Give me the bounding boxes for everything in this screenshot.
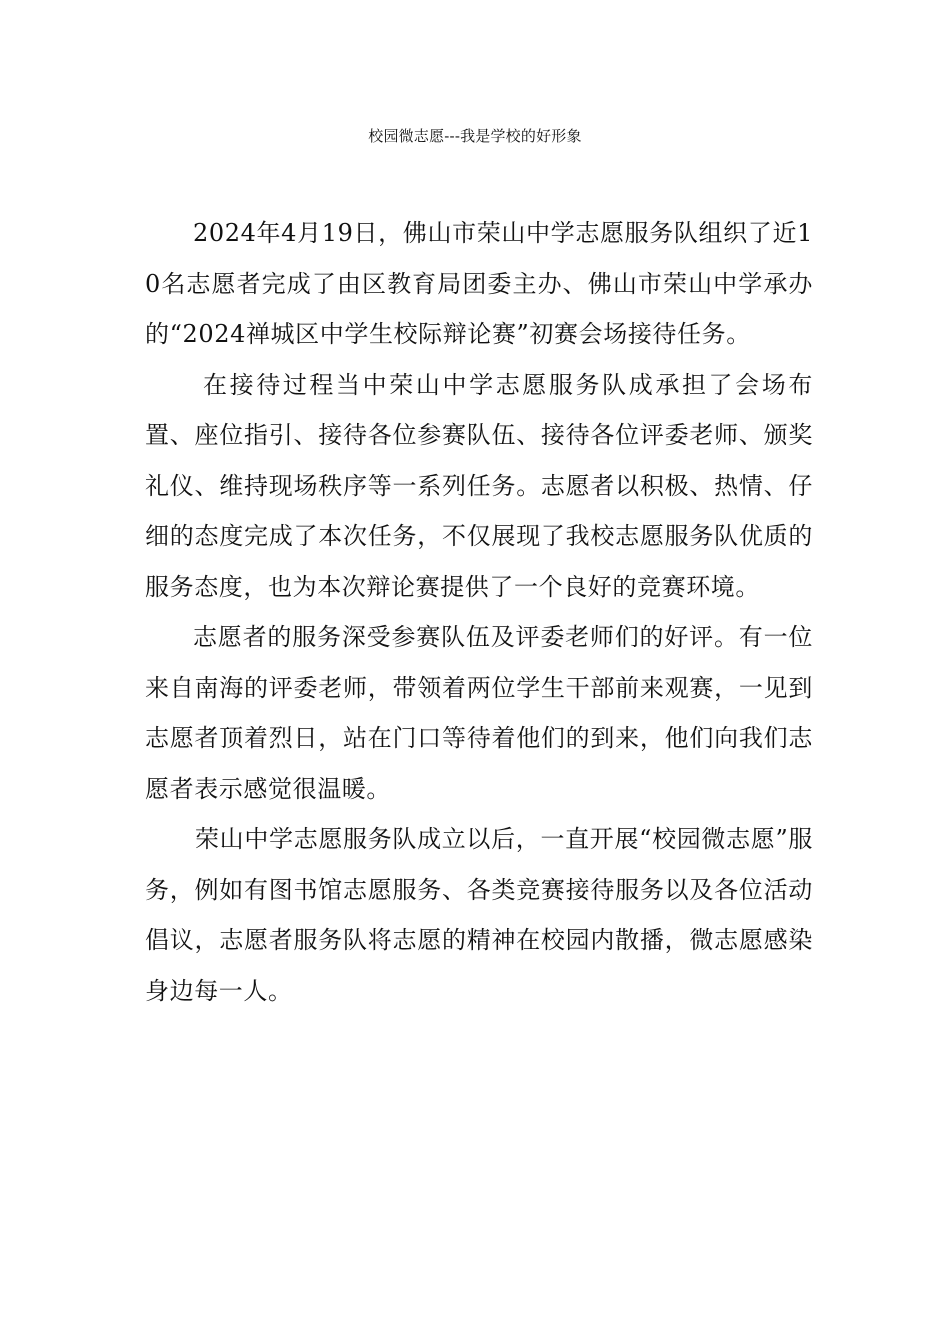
document-title: 校园微志愿---我是学校的好形象	[368, 127, 582, 145]
paragraph-1: 2024年4月19日，佛山市荣山中学志愿服务队组织了近10名志愿者完成了由区教育局团委主办、佛山市荣山中学承办的“2024禅城区中学生校际辩论赛”初赛会场接待任务。	[145, 219, 813, 348]
document-body	[145, 208, 813, 1016]
paragraph-4: 荣山中学志愿服务队成立以后，一直开展“校园微志愿”服务，例如有图书馆志愿服务、各类竞赛接待服务以及各位活动倡议，志愿者服务队将志愿的精神在校园内散播，微志愿感染身边每一人。	[145, 825, 813, 1005]
paragraph-2: 在接待过程当中荣山中学志愿服务队成承担了会场布置、座位指引、接待各位参赛队伍、接待各位评委老师、颁奖礼仪、维持现场秩序等一系列任务。志愿者以积极、热情、仔细的态度完成了本次任务，不仅展现了我校志愿服务队优质的服务态度，也为本次辩论赛提供了一个良好的竞赛环境。	[145, 370, 813, 601]
paragraph-3: 志愿者的服务深受参赛队伍及评委老师们的好评。有一位来自南海的评委老师，带领着两位学生干部前来观赛，一见到志愿者顶着烈日，站在门口等待着他们的到来，他们向我们志愿者表示感觉很温暖。	[145, 623, 813, 803]
